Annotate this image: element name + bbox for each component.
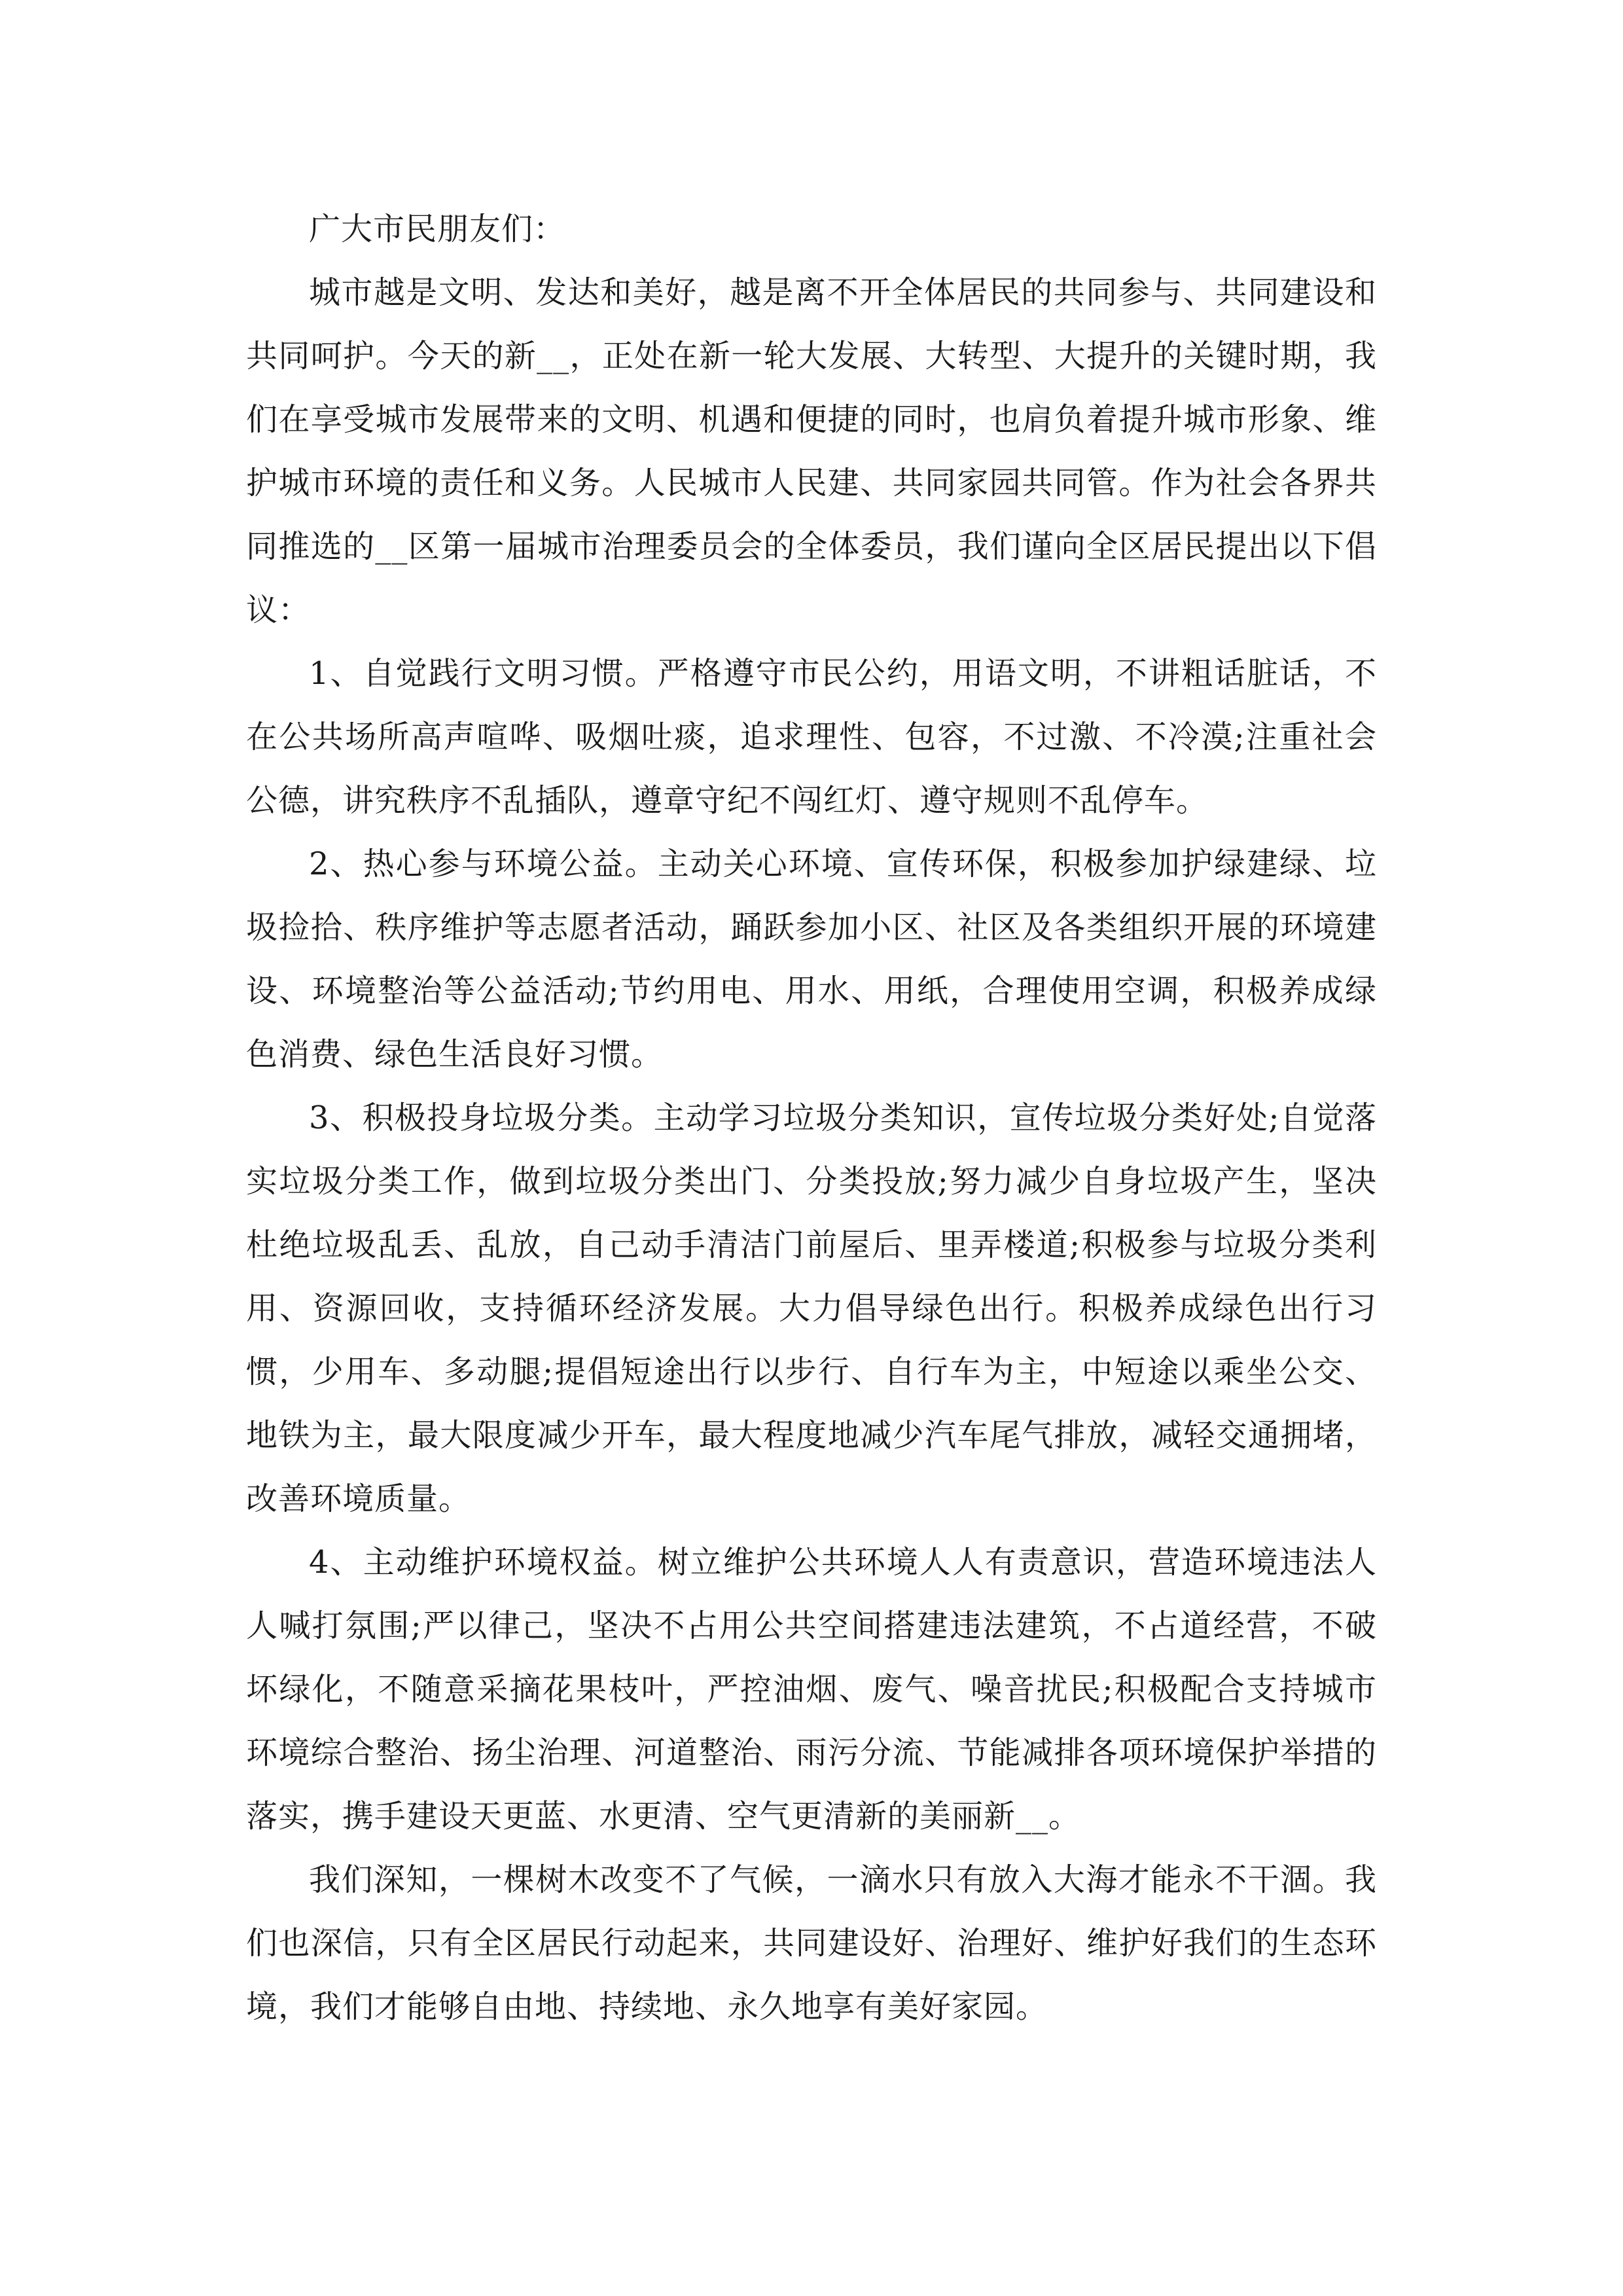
paragraph-intro: 城市越是文明、发达和美好，越是离不开全体居民的共同参与、共同建设和共同呵护。今天的新__，正处在新一轮大发展、大转型、大提升的关键时期，我们在享受城市发展带来的文明、机遇和便捷的同时，也肩负着提升城市形象、维护城市环境的责任和义务。人民城市人民建、共同家园共同管。作为社会各界共同推选的__区第一届城市治理委员会的全体委员，我们谨向全区居民提出以下倡议： bbox=[246, 274, 1377, 628]
paragraph-item-3: 3、积极投身垃圾分类。主动学习垃圾分类知识，宣传垃圾分类好处;自觉落实垃圾分类工作，做到垃圾分类出门、分类投放;努力减少自身垃圾产生，坚决杜绝垃圾乱丢、乱放，自己动手清洁门前屋后、里弄楼道;积极参与垃圾分类利用、资源回收，支持循环经济发展。大力倡导绿色出行。积极养成绿色出行习惯，少用车、多动腿;提倡短途出行以步行、自行车为主，中短途以乘坐公交、地铁为主，最大限度减少开车，最大程度地减少汽车尾气排放，减轻交通拥堵，改善环境质量。 bbox=[246, 1100, 1377, 1517]
paragraph-item-4: 4、主动维护环境权益。树立维护公共环境人人有责意识，营造环境违法人人喊打氛围;严以律己，坚决不占用公共空间搭建违法建筑，不占道经营，不破坏绿化，不随意采摘花果枝叶，严控油烟、废气、噪音扰民;积极配合支持城市环境综合整治、扬尘治理、河道整治、雨污分流、节能减排各项环境保护举措的落实，携手建设天更蓝、水更清、空气更清新的美丽新__。 bbox=[246, 1544, 1377, 1835]
salutation: 广大市民朋友们： bbox=[309, 211, 566, 247]
paragraph-item-2: 2、热心参与环境公益。主动关心环境、宣传环保，积极参加护绿建绿、垃圾捡拾、秩序维护等志愿者活动，踊跃参加小区、社区及各类组织开展的环境建设、环境整治等公益活动;节约用电、用水、用纸，合理使用空调，积极养成绿色消费、绿色生活良好习惯。 bbox=[246, 846, 1377, 1073]
paragraph-closing: 我们深知，一棵树木改变不了气候，一滴水只有放入大海才能永不干涸。我们也深信，只有全区居民行动起来，共同建设好、治理好、维护好我们的生态环境，我们才能够自由地、持续地、永久地享有美好家园。 bbox=[246, 1861, 1377, 2025]
document-body bbox=[246, 198, 1377, 2039]
paragraph-item-1: 1、自觉践行文明习惯。严格遵守市民公约，用语文明，不讲粗话脏话，不在公共场所高声喧哗、吸烟吐痰，追求理性、包容，不过激、不冷漠;注重社会公德，讲究秩序不乱插队，遵章守纪不闯红灯、遵守规则不乱停车。 bbox=[246, 655, 1377, 819]
